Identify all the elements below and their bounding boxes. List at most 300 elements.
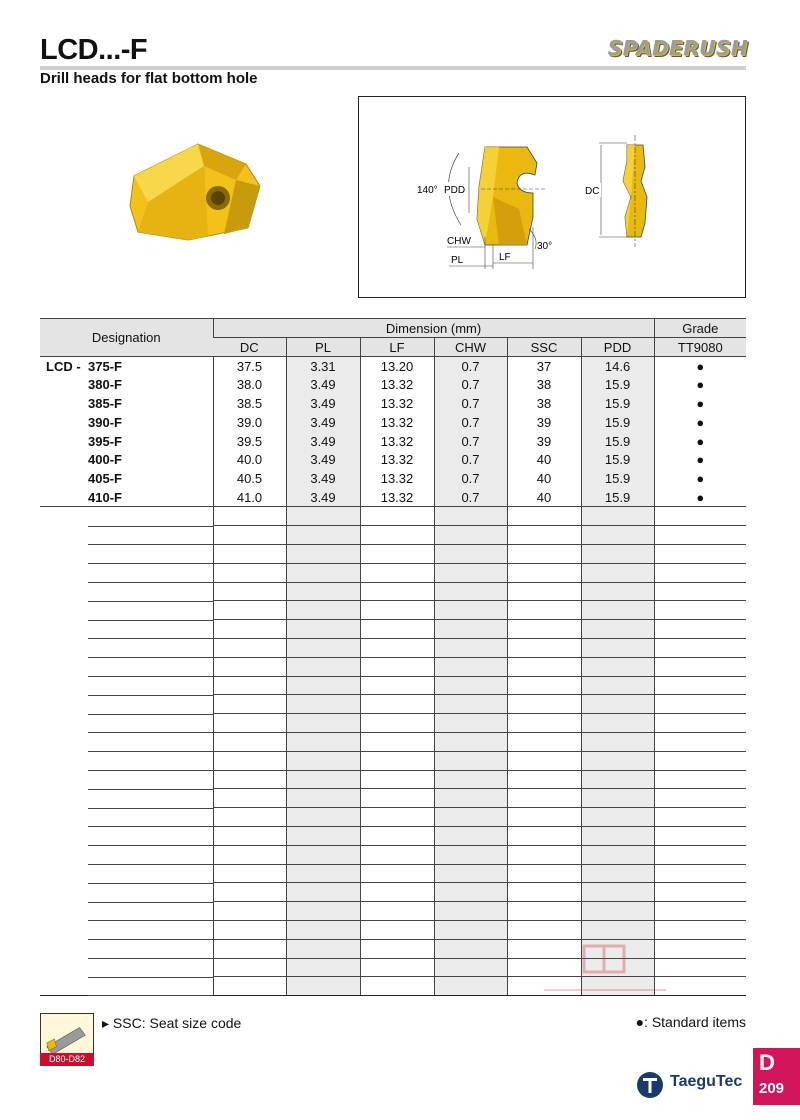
cell-dc [213,526,286,545]
cell-chw: 0.7 [434,357,507,376]
cell-pl [286,657,360,676]
cell-lf: 13.32 [360,394,434,413]
cell-ssc [507,657,581,676]
cell-chw [434,714,507,733]
blank-table-row [40,789,746,808]
cell-pdd: 15.9 [581,394,654,413]
cell-dc: 38.0 [213,375,286,394]
cell-chw [434,789,507,808]
cell-ssc [507,601,581,620]
cell-ssc [507,826,581,845]
cell-ssc [507,620,581,639]
designation-prefix: LCD - [46,358,81,374]
cell-pl [286,864,360,883]
blank-table-row [40,864,746,883]
cell-lf [360,751,434,770]
cell-dc [213,770,286,789]
cell-lf [360,826,434,845]
blank-table-row [40,563,746,582]
designation-cell [40,357,213,376]
blank-table-row [40,845,746,864]
cell-dc: 39.0 [213,413,286,432]
cell-pdd [581,582,654,601]
cell-ssc: 39 [507,432,581,451]
cell-pl: 3.49 [286,488,360,507]
cell-dc [213,582,286,601]
cell-pdd [581,883,654,902]
cell-pl [286,695,360,714]
cell-pl [286,582,360,601]
cell-chw: 0.7 [434,432,507,451]
cell-grade [654,563,746,582]
cell-dc [213,676,286,695]
pdd-label: PDD [444,185,466,196]
cell-pl [286,732,360,751]
cell-chw [434,657,507,676]
table-row [40,394,746,413]
designation-cell [40,826,213,845]
cell-lf: 13.32 [360,413,434,432]
section-tab [753,1048,800,1105]
cell-dc [213,695,286,714]
cell-dc [213,977,286,996]
cell-ssc: 37 [507,357,581,376]
cell-lf [360,507,434,526]
blank-table-row [40,751,746,770]
cell-pdd [581,770,654,789]
cell-ssc [507,638,581,657]
cell-chw: 0.7 [434,413,507,432]
cell-pdd: 15.9 [581,488,654,507]
blank-table-row [40,883,746,902]
cell-pdd [581,808,654,827]
blank-table-row [40,826,746,845]
cell-dc [213,714,286,733]
cell-grade [654,770,746,789]
blank-table-row [40,507,746,526]
cell-pl [286,526,360,545]
cell-grade [654,826,746,845]
cell-dc [213,958,286,977]
cell-grade: ● [654,375,746,394]
cell-chw: 0.7 [434,375,507,394]
cell-pl [286,883,360,902]
cell-pl [286,563,360,582]
cell-lf [360,789,434,808]
cell-pdd [581,732,654,751]
page-title: LCD...-F [40,34,148,66]
cell-pdd [581,507,654,526]
cell-dc: 37.5 [213,357,286,376]
cell-pdd [581,864,654,883]
designation-cell [40,657,213,676]
designation-cell [40,695,213,714]
designation-code: 410-F [88,489,122,505]
cell-pl [286,751,360,770]
col-chw: CHW [434,338,507,357]
designation-cell [40,563,213,582]
cell-pdd [581,714,654,733]
cell-chw: 0.7 [434,469,507,488]
cell-dc [213,883,286,902]
cell-dc: 38.5 [213,394,286,413]
designation-cell [40,601,213,620]
page-subtitle: Drill heads for flat bottom hole [40,70,258,87]
designation-cell [40,770,213,789]
cell-dc [213,808,286,827]
cell-dc: 41.0 [213,488,286,507]
cell-pl [286,507,360,526]
designation-cell [40,958,213,977]
cell-ssc [507,695,581,714]
cell-dc [213,751,286,770]
cell-chw [434,695,507,714]
designation-cell [40,394,213,413]
cell-chw [434,507,507,526]
cell-dc [213,902,286,921]
table-row [40,488,746,507]
cell-pl: 3.49 [286,469,360,488]
cell-lf [360,977,434,996]
cell-pl: 3.31 [286,357,360,376]
cell-dc: 40.0 [213,450,286,469]
cell-pdd: 15.9 [581,432,654,451]
designation-cell [40,488,213,507]
cell-ssc: 39 [507,413,581,432]
cell-dc [213,507,286,526]
cell-grade [654,620,746,639]
cell-ssc: 38 [507,375,581,394]
cell-ssc: 38 [507,394,581,413]
technical-drawing [358,96,746,298]
watermark-icon [540,940,670,1010]
cell-grade: ● [654,469,746,488]
cell-ssc [507,751,581,770]
designation-cell [40,469,213,488]
cell-chw: 0.7 [434,488,507,507]
cell-chw [434,676,507,695]
cell-pl [286,826,360,845]
cell-ssc [507,808,581,827]
cell-grade [654,714,746,733]
cell-chw [434,544,507,563]
cell-dc: 39.5 [213,432,286,451]
blank-table-row [40,695,746,714]
cell-pdd [581,789,654,808]
cell-lf: 13.32 [360,432,434,451]
company-name: TaeguTec [670,1073,743,1090]
cell-lf [360,958,434,977]
cell-pl [286,845,360,864]
designation-cell [40,676,213,695]
cell-ssc [507,507,581,526]
spaderush-logo: SPADERUSH [607,36,748,60]
cell-grade [654,789,746,808]
cell-pdd: 15.9 [581,375,654,394]
cell-pl [286,789,360,808]
cell-grade [654,902,746,921]
cell-pl [286,770,360,789]
cell-lf [360,620,434,639]
triangle-bullet-icon: ▸ [102,1015,113,1031]
cell-ssc [507,883,581,902]
designation-cell [40,620,213,639]
cell-chw [434,920,507,939]
cell-chw: 0.7 [434,450,507,469]
cell-dc: 40.5 [213,469,286,488]
blank-table-row [40,808,746,827]
cell-chw [434,526,507,545]
ssc-note: ▸ SSC: Seat size code [102,1015,242,1031]
blank-table-row [40,902,746,921]
designation-cell [40,432,213,451]
designation-code: 375-F [88,358,122,374]
dimension-header: Dimension (mm) [213,319,654,338]
blank-table-row [40,657,746,676]
cell-pdd [581,657,654,676]
cell-pl [286,638,360,657]
col-ssc: SSC [507,338,581,357]
cell-pdd: 15.9 [581,413,654,432]
designation-code: 405-F [88,471,122,487]
table-row [40,432,746,451]
cell-ssc [507,920,581,939]
cell-pdd [581,563,654,582]
cell-pdd [581,695,654,714]
cell-pl [286,939,360,958]
cell-pdd [581,826,654,845]
cell-grade: ● [654,413,746,432]
cell-lf [360,902,434,921]
lf-label: LF [499,252,511,263]
cell-lf [360,808,434,827]
cell-chw [434,770,507,789]
cell-lf [360,845,434,864]
designation-cell [40,732,213,751]
cell-lf [360,939,434,958]
cell-dc [213,920,286,939]
blank-table-row [40,526,746,545]
cell-lf: 13.32 [360,488,434,507]
cell-pl [286,601,360,620]
blank-table-row [40,920,746,939]
cell-chw [434,883,507,902]
cell-lf [360,638,434,657]
cell-ssc [507,714,581,733]
cell-chw [434,601,507,620]
cell-lf: 13.32 [360,375,434,394]
cell-chw [434,939,507,958]
cell-grade [654,695,746,714]
cell-ssc [507,732,581,751]
cell-grade [654,808,746,827]
cell-lf [360,657,434,676]
cell-grade [654,638,746,657]
cell-chw [434,902,507,921]
cell-dc [213,845,286,864]
cell-pl: 3.49 [286,450,360,469]
designation-cell [40,526,213,545]
cell-chw [434,638,507,657]
cell-grade [654,507,746,526]
col-dc: DC [213,338,286,357]
designation-cell [40,902,213,921]
blank-table-row [40,732,746,751]
pl-label: PL [451,255,464,266]
cell-lf [360,582,434,601]
cell-grade [654,601,746,620]
cell-grade [654,920,746,939]
cell-lf: 13.32 [360,450,434,469]
cell-pl [286,676,360,695]
cell-grade [654,883,746,902]
cell-chw: 0.7 [434,394,507,413]
cell-grade [654,845,746,864]
cell-pl: 3.49 [286,375,360,394]
designation-code: 380-F [88,377,122,393]
cell-ssc: 40 [507,488,581,507]
cell-chw [434,808,507,827]
cell-ssc [507,902,581,921]
cell-grade [654,864,746,883]
designation-cell [40,977,213,996]
cell-lf [360,563,434,582]
cell-pdd [581,751,654,770]
cell-pdd [581,526,654,545]
cell-dc [213,732,286,751]
cell-ssc [507,582,581,601]
cell-ssc [507,563,581,582]
blank-table-row [40,676,746,695]
chw-label: CHW [447,236,471,247]
designation-cell [40,507,213,526]
designation-cell [40,808,213,827]
cell-dc [213,601,286,620]
cell-pdd [581,902,654,921]
designation-cell [40,544,213,563]
cell-dc [213,864,286,883]
cell-lf [360,864,434,883]
designation-code: 400-F [88,452,122,468]
cell-dc [213,826,286,845]
cell-dc [213,544,286,563]
designation-cell [40,714,213,733]
cell-pdd [581,638,654,657]
grade-header: Grade [654,319,746,338]
cell-ssc [507,845,581,864]
col-pl: PL [286,338,360,357]
dc-label: DC [585,186,600,197]
designation-cell [40,638,213,657]
cell-pdd [581,845,654,864]
cell-pdd [581,601,654,620]
blank-table-row [40,638,746,657]
cell-pl [286,544,360,563]
cell-pl [286,620,360,639]
cell-lf [360,920,434,939]
cell-chw [434,826,507,845]
col-pdd: PDD [581,338,654,357]
section-letter: D [759,1050,775,1075]
cell-grade [654,676,746,695]
designation-cell [40,450,213,469]
cell-grade: ● [654,394,746,413]
cell-pl [286,977,360,996]
cell-lf [360,732,434,751]
page-number: 209 [759,1080,785,1097]
table-row [40,450,746,469]
cell-grade: ● [654,488,746,507]
cell-chw [434,958,507,977]
cell-pdd [581,676,654,695]
designation-cell [40,582,213,601]
cell-dc [213,939,286,958]
cell-lf [360,695,434,714]
cell-chw [434,845,507,864]
cell-dc [213,563,286,582]
cell-ssc [507,770,581,789]
cell-ssc [507,676,581,695]
catalog-page-reference: D80-D82 [40,1053,94,1066]
cell-lf [360,544,434,563]
table-row [40,357,746,376]
designation-cell [40,939,213,958]
cell-grade: ● [654,450,746,469]
cell-chw [434,620,507,639]
cell-chw [434,864,507,883]
designation-cell [40,920,213,939]
cell-lf [360,883,434,902]
blank-table-row [40,770,746,789]
blank-table-row [40,601,746,620]
cell-pl: 3.49 [286,394,360,413]
designation-code: 390-F [88,414,122,430]
angle-label: 140° [417,185,438,196]
cell-grade [654,732,746,751]
cell-ssc [507,526,581,545]
cell-ssc [507,864,581,883]
cell-pl [286,958,360,977]
cell-pdd: 14.6 [581,357,654,376]
designation-cell [40,845,213,864]
cell-dc [213,638,286,657]
cell-chw [434,732,507,751]
designation-cell [40,883,213,902]
cell-pdd [581,620,654,639]
cell-pdd: 15.9 [581,469,654,488]
blank-table-row [40,582,746,601]
cell-grade [654,657,746,676]
drill-head-photo [128,136,268,246]
cell-grade [654,526,746,545]
cell-lf: 13.20 [360,357,434,376]
designation-code: 395-F [88,433,122,449]
cell-grade [654,544,746,563]
cell-pdd [581,544,654,563]
designation-cell [40,864,213,883]
blank-table-row [40,620,746,639]
table-row [40,469,746,488]
cell-ssc [507,789,581,808]
cell-pl [286,902,360,921]
cell-pl [286,808,360,827]
cell-pl [286,714,360,733]
designation-cell [40,375,213,394]
cell-lf: 13.32 [360,469,434,488]
cell-chw [434,977,507,996]
designation-header: Designation [40,319,213,357]
designation-cell [40,751,213,770]
